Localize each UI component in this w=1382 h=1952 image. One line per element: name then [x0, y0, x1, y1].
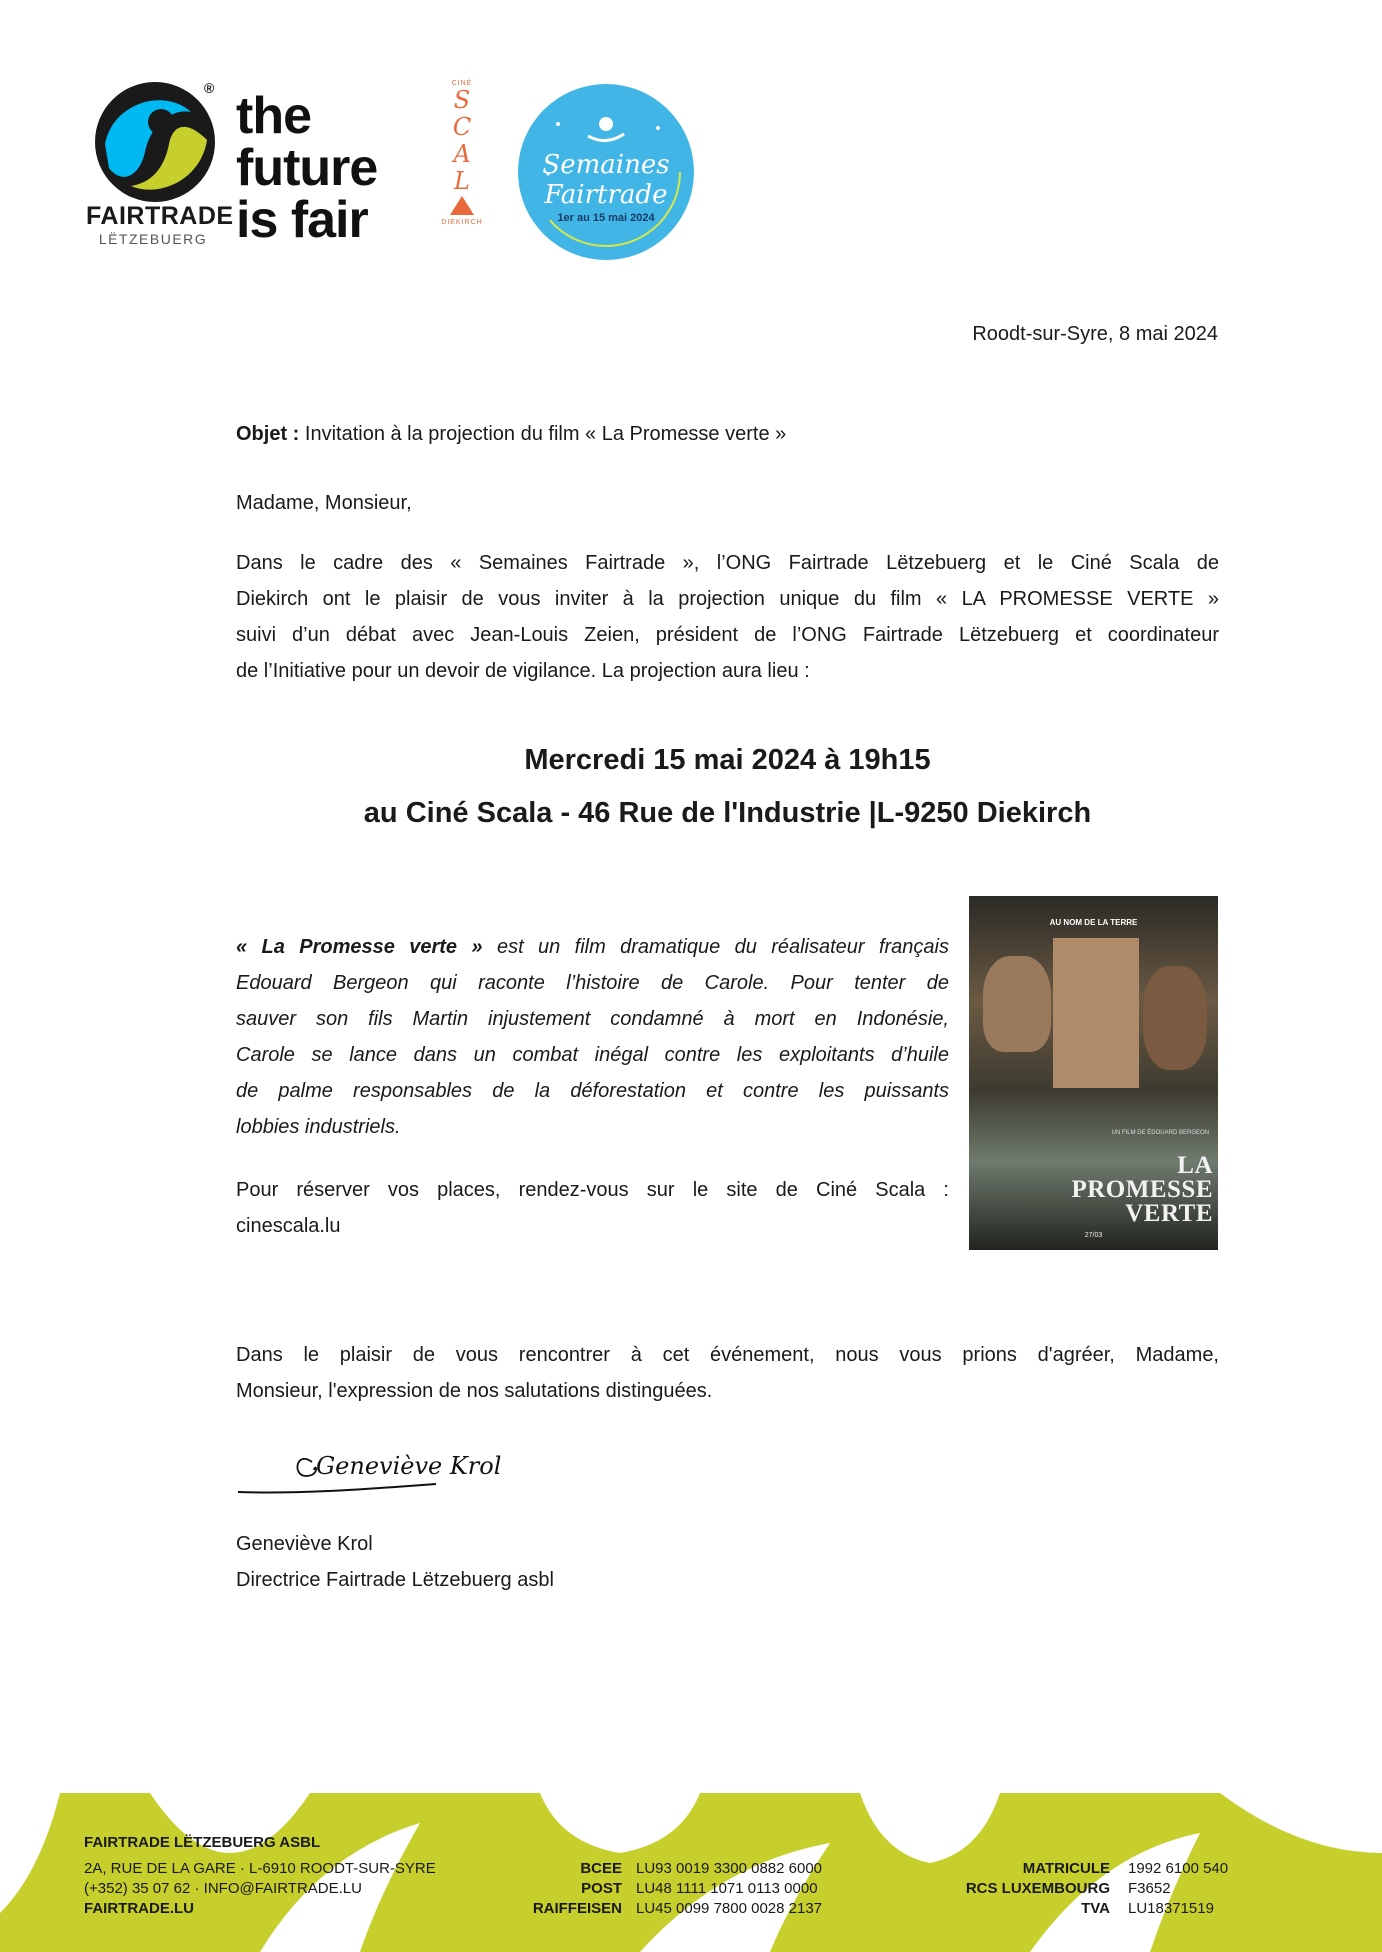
footer-registry-labels [900, 1859, 1110, 1919]
film-poster [969, 896, 1218, 1250]
registry-value: 1992 6100 540 [1128, 1860, 1229, 1877]
footer-address-line: 2A, RUE DE LA GARE · L-6910 ROODT-SUR-SYRE [84, 1860, 436, 1877]
poster-release-date: 27/03 [1084, 1232, 1103, 1239]
scala-top-label: CINÉ [451, 80, 473, 87]
footer-org-name: FAIRTRADE LËTZEBUERG ASBL [84, 1834, 321, 1851]
poster-credits: UN FILM DE ÉDOUARD BERGEON [1111, 1130, 1209, 1136]
tagline-line-1: the [236, 87, 311, 145]
fairtrade-logo [86, 80, 234, 247]
desc-line: Carole se lance dans un combat inégal contre les exploitants d’huile [236, 1044, 949, 1066]
registry-label: MATRICULE [1022, 1860, 1110, 1877]
reserve-line: Pour réserver vos places, rendez-vous sur le site de Ciné Scala : [236, 1179, 949, 1201]
poster-title-line: LA [1177, 1152, 1213, 1179]
handwritten-signature [236, 1432, 556, 1502]
scala-letter-s: S [453, 86, 471, 114]
bank-label: BCEE [580, 1860, 622, 1877]
footer-website-link[interactable]: FAIRTRADE.LU [84, 1900, 194, 1917]
desc-line: sauver son fils Martin injustement condamné à mort en Indonésie, [236, 1008, 949, 1030]
tagline-line-3: is fair [236, 191, 368, 249]
desc-line: lobbies industriels. [236, 1116, 401, 1138]
intro-paragraph [236, 545, 1219, 689]
subject-text: Invitation à la projection du film « La Promesse verte » [299, 423, 787, 445]
scala-bottom-label: DIEKIRCH [441, 219, 483, 226]
registered-mark: ® [204, 80, 215, 96]
registry-label: TVA [1081, 1900, 1110, 1917]
intro-line: suivi d’un débat avec Jean-Louis Zeien, président de l’ONG Fairtrade Lëtzebuerg et coordinateur [236, 624, 1219, 646]
subject-line [236, 416, 786, 452]
letter-date: Roodt-sur-Syre, 8 mai 2024 [972, 323, 1218, 345]
registry-label: RCS LUXEMBOURG [965, 1880, 1110, 1897]
tagline [236, 87, 378, 249]
poster-title-line: PROMESSE [1071, 1176, 1213, 1203]
footer-registry-values [1128, 1859, 1228, 1919]
closing-paragraph [236, 1337, 1219, 1409]
poster-photo-girl [1143, 966, 1207, 1070]
event-datetime: Mercredi 15 mai 2024 à 19h15 [524, 744, 931, 776]
poster-tagline: AU NOM DE LA TERRE [1049, 918, 1138, 927]
signer-name: Geneviève Krol [236, 1533, 373, 1555]
salutation: Madame, Monsieur, [236, 492, 412, 514]
desc-line: Edouard Bergeon qui raconte l’histoire de Carole. Pour tenter de [236, 972, 949, 994]
closing-line: Dans le plaisir de vous rencontrer à cet événement, nous vous prions d'agréer, Madame, [236, 1344, 1219, 1366]
scala-triangle-icon [450, 196, 474, 215]
tagline-line-2: future [236, 139, 378, 197]
semaines-fairtrade-logo [518, 84, 694, 260]
semaines-title: Semaines Fairtrade [542, 150, 670, 210]
desc-line: est un film dramatique du réalisateur français [482, 936, 949, 958]
event-details [236, 734, 1219, 840]
closing-line: Monsieur, l'expression de nos salutations distinguées. [236, 1380, 713, 1402]
signer-title: Directrice Fairtrade Lëtzebuerg asbl [236, 1569, 554, 1591]
svg-text:Geneviève Krol: Geneviève Krol [316, 1452, 502, 1480]
bank-label: RAIFFEISEN [532, 1900, 622, 1917]
scala-letter-l: L [454, 167, 470, 195]
poster-title [1049, 1154, 1213, 1226]
reservation-paragraph [236, 1172, 949, 1244]
poster-photo-man [983, 956, 1051, 1052]
desc-line: de palme responsables de la déforestation et contre les puissants [236, 1080, 949, 1102]
intro-line: de l’Initiative pour un devoir de vigilance. La projection aura lieu : [236, 660, 810, 682]
fairtrade-wordmark: FAIRTRADE [86, 202, 234, 230]
semaines-dates: 1er au 15 mai 2024 [557, 212, 655, 224]
cine-scala-logo [440, 80, 484, 255]
film-description [236, 929, 949, 1145]
registry-value: F3652 [1128, 1880, 1171, 1897]
intro-line: Diekirch ont le plaisir de vous inviter à la projection unique du film « LA PROMESSE VERTE » [236, 588, 1219, 610]
subject-label: Objet : [236, 423, 300, 445]
intro-line: Dans le cadre des « Semaines Fairtrade », l’ONG Fairtrade Lëtzebuerg et le Ciné Scala de [236, 552, 1219, 574]
footer-contact-line[interactable]: (+352) 35 07 62 · INFO@FAIRTRADE.LU [84, 1880, 362, 1897]
cinescala-link[interactable]: cinescala.lu [236, 1215, 341, 1237]
registry-value: LU18371519 [1128, 1900, 1214, 1917]
bank-label: POST [581, 1880, 622, 1897]
film-title: « La Promesse verte » [236, 936, 483, 958]
footer-address [84, 1859, 436, 1919]
footer-bank-values [636, 1859, 822, 1919]
poster-photo-woman [1053, 938, 1139, 1088]
footer [0, 1793, 1382, 1952]
fairtrade-mark-icon [95, 82, 215, 202]
bank-iban: LU45 0099 7800 0028 2137 [636, 1900, 823, 1917]
scala-letter-a: A [453, 140, 471, 168]
poster-title-line: VERTE [1125, 1200, 1213, 1227]
footer-bank-labels [506, 1859, 622, 1919]
scala-letter-c: C [452, 113, 472, 141]
fairtrade-subtitle: LËTZEBUERG [98, 231, 208, 247]
bank-iban: LU93 0019 3300 0882 6000 [636, 1860, 823, 1877]
bank-iban: LU48 1111 1071 0113 0000 [636, 1880, 818, 1897]
event-venue: au Ciné Scala - 46 Rue de l'Industrie |L-9250 Diekirch [363, 797, 1092, 829]
